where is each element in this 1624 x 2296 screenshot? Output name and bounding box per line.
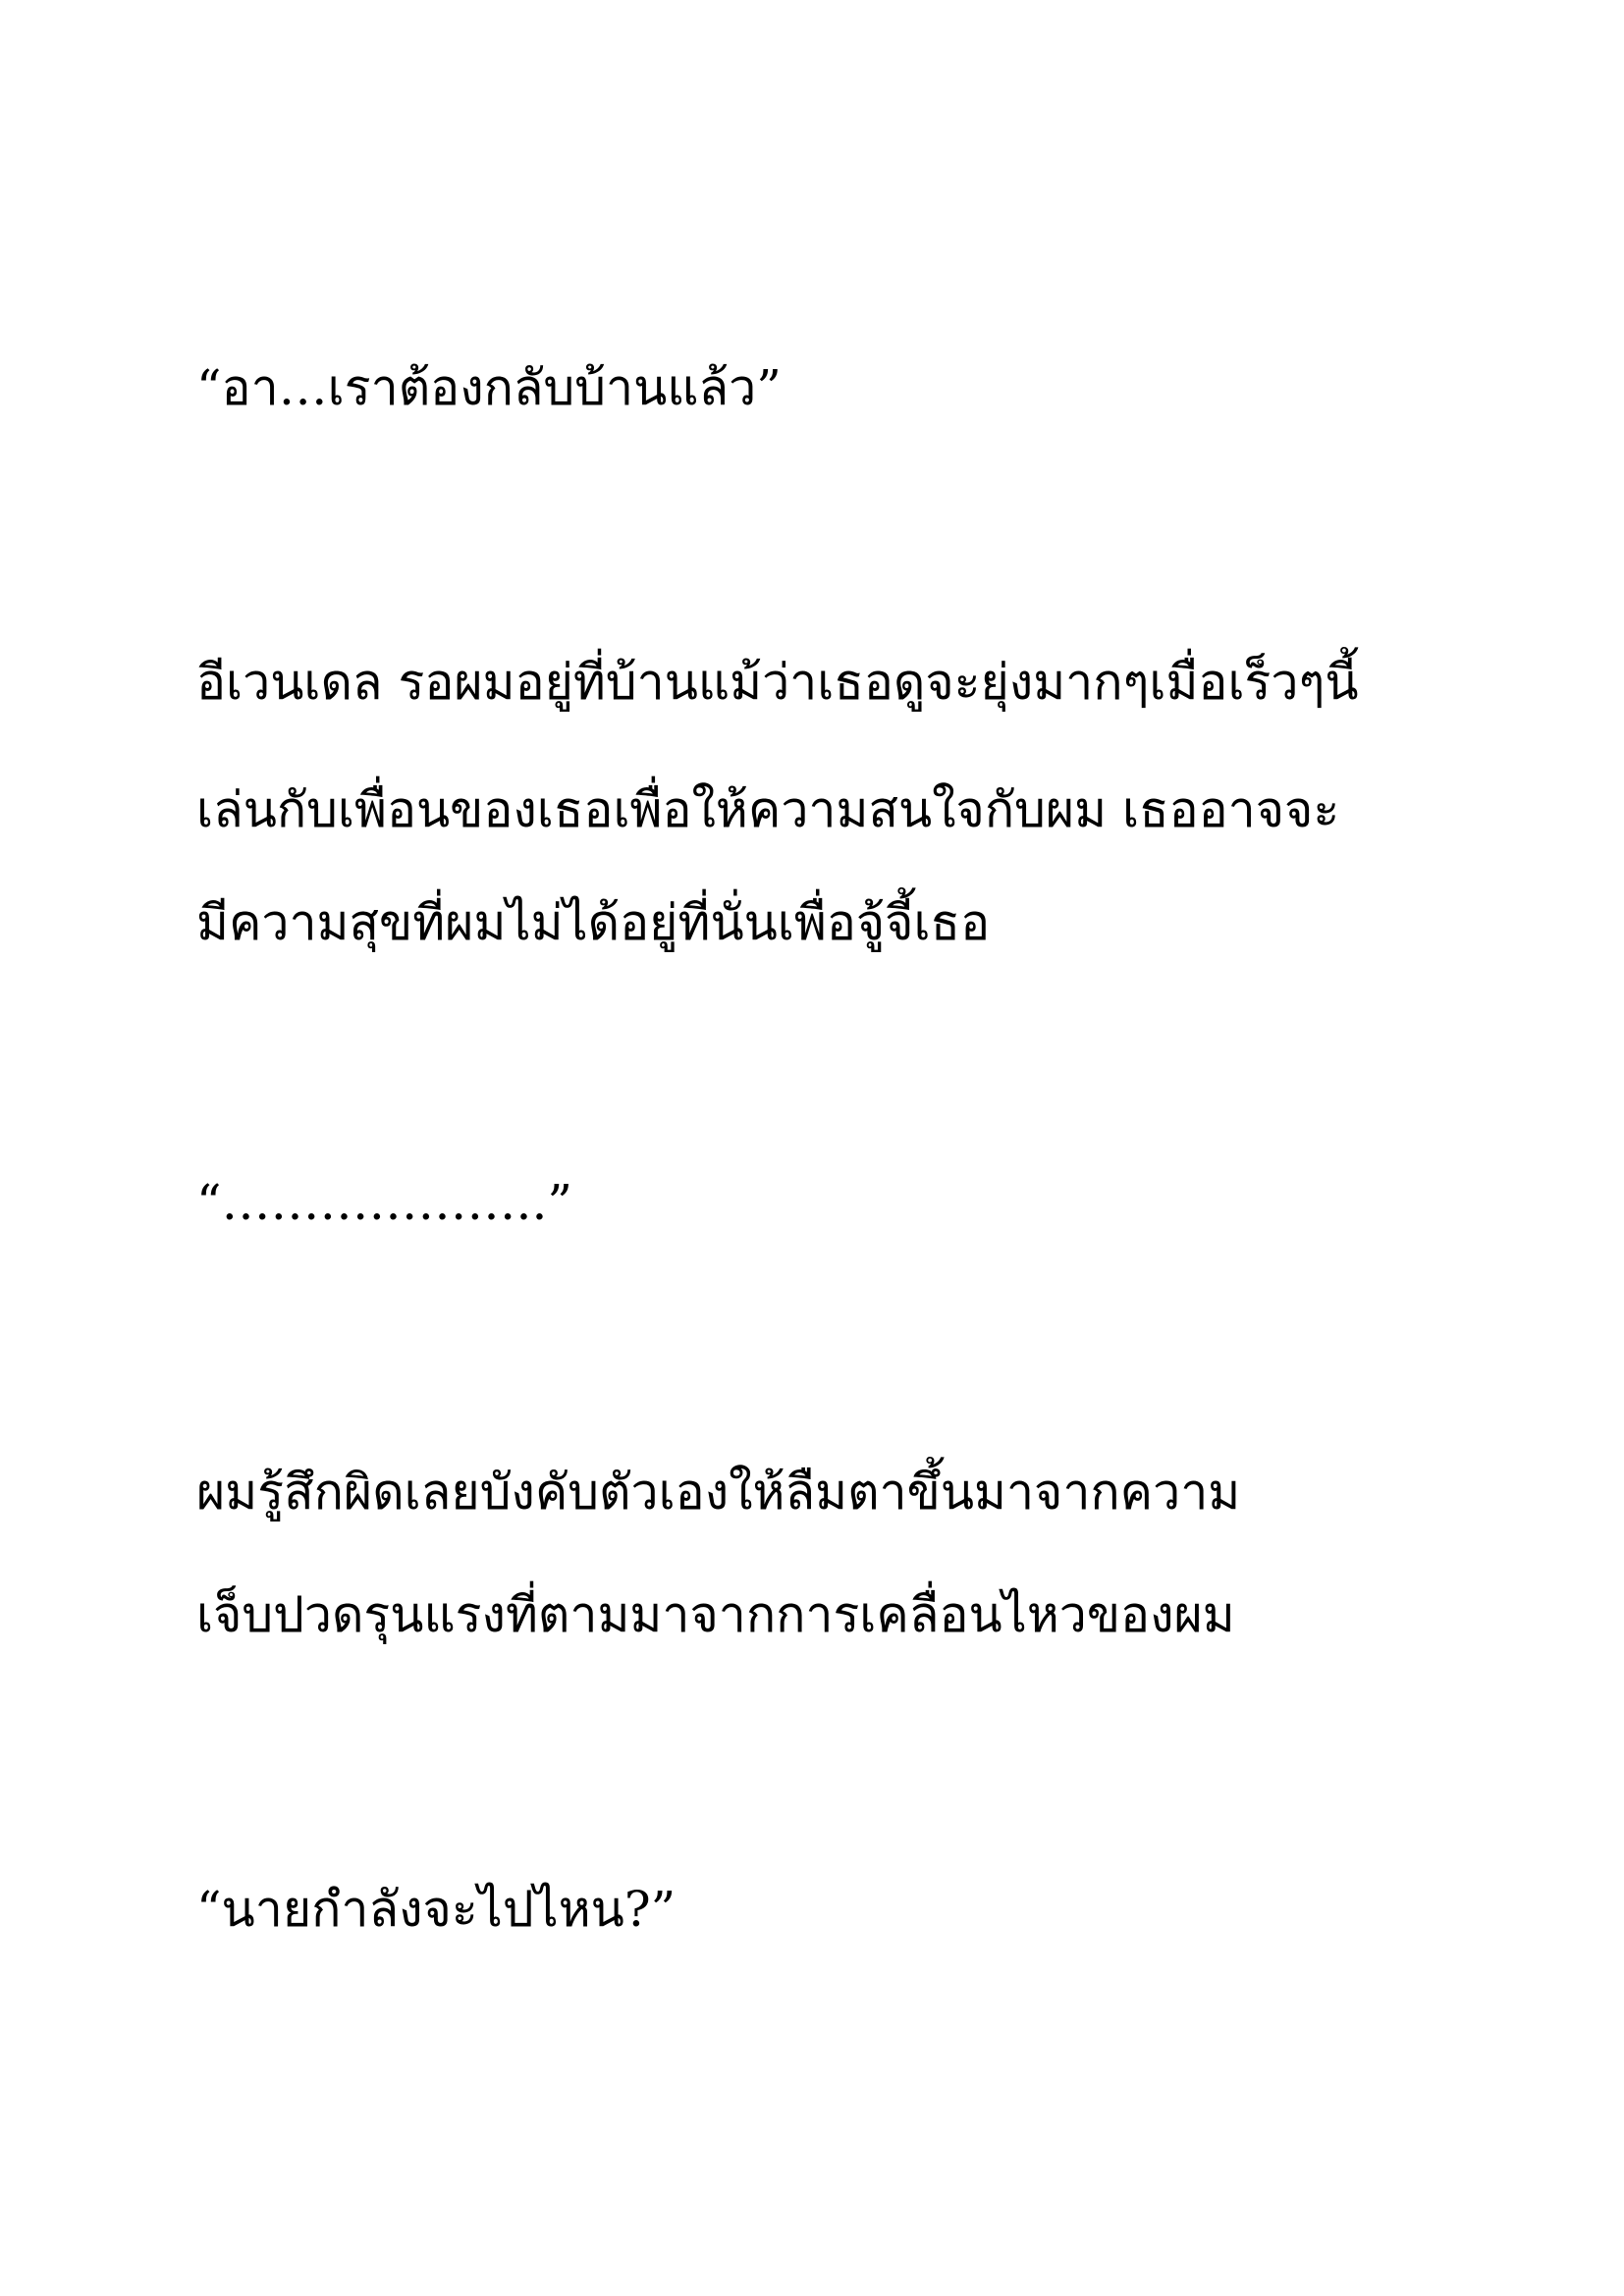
paragraph-line: มีความสุขที่ผมไม่ได้อยู่ที่นั่นเพื่อจู้จี้เธอ [196, 894, 991, 951]
paragraph-line: อีเวนเดล รอผมอยู่ที่บ้านแม้ว่าเธอดูจะยุ่งมากๆเมื่อเร็วๆนี้ [196, 654, 1359, 711]
dialogue-line: “อา…เราต้องกลับบ้านแล้ว” [196, 359, 782, 416]
paragraph-line: เจ็บปวดรุนแรงที่ตามมาจากการเคลื่อนไหวของผม [196, 1586, 1235, 1643]
dialogue-line: “นายกำลังจะไปไหน?” [196, 1881, 677, 1938]
paragraph-line: เล่นกับเพื่อนของเธอเพื่อให้ความสนใจกับผม เธออาจจะ [196, 781, 1340, 838]
dialogue-line: “………………..” [196, 1174, 572, 1231]
paragraph-line: ผมรู้สึกผิดเลยบังคับตัวเองให้ลืมตาขึ้นมาจากความ [196, 1464, 1241, 1521]
